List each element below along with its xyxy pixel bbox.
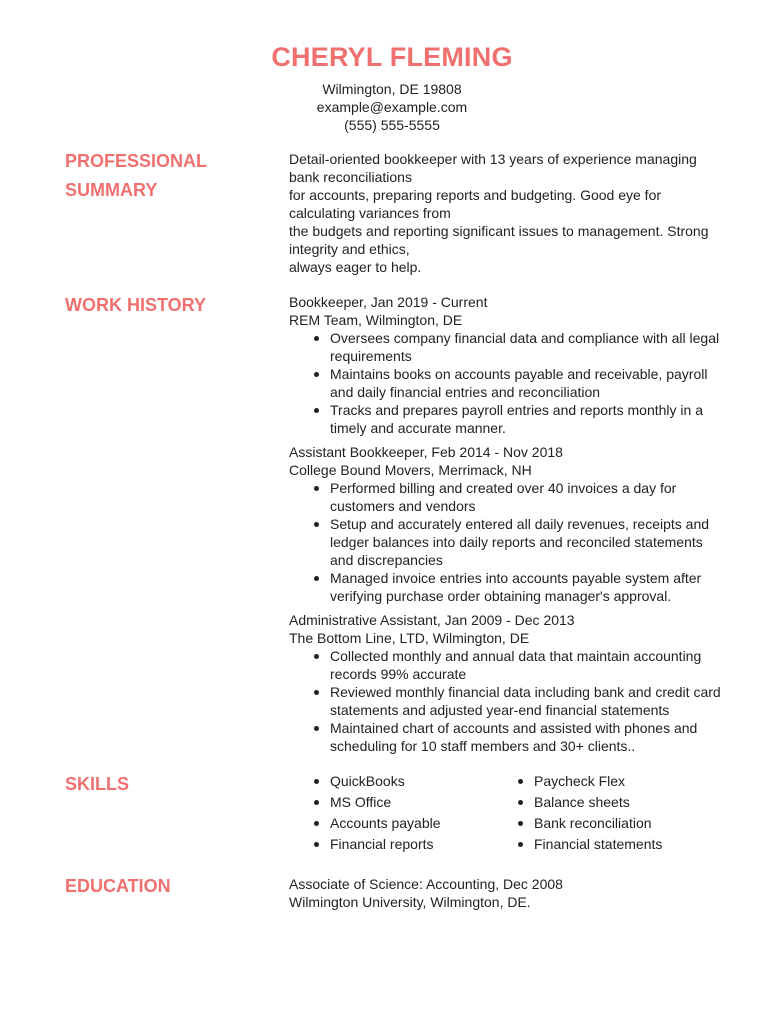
- summary-line: calculating variances from: [289, 205, 451, 221]
- duty-line: Performed billing and created over 40 invoices a day for: [330, 480, 677, 496]
- summary-line: integrity and ethics,: [289, 241, 410, 257]
- job-company: College Bound Movers, Merrimack, NH: [289, 462, 532, 478]
- duty-line: and daily financial entries and reconciliation: [330, 384, 601, 400]
- skill-item: Paycheck Flex: [534, 771, 714, 792]
- skill-item: Financial statements: [534, 834, 714, 855]
- job-duties: [289, 647, 729, 755]
- contact-block: [0, 80, 784, 134]
- candidate-name: CHERYL FLEMING: [271, 42, 513, 72]
- summary-line: bank reconciliations: [289, 169, 412, 185]
- summary-line: the budgets and reporting significant issues to management. Strong: [289, 223, 709, 239]
- job-duty: [330, 365, 729, 401]
- duty-line: Collected monthly and annual data that maintain accounting: [330, 648, 702, 664]
- summary-line: always eager to help.: [289, 259, 422, 275]
- duty-line: customers and vendors: [330, 498, 476, 514]
- duty-line: verifying purchase order obtaining manager's approval.: [330, 588, 672, 604]
- summary-line: for accounts, preparing reports and budgeting. Good eye for: [289, 187, 662, 203]
- skills-column-left: [289, 771, 510, 855]
- skill-item: Bank reconciliation: [534, 813, 714, 834]
- education-entry: [289, 875, 729, 911]
- summary-heading-line1: PROFESSIONAL: [65, 151, 208, 171]
- duty-line: Oversees company financial data and compliance with all legal: [330, 330, 720, 346]
- duty-line: requirements: [330, 348, 412, 364]
- job-company: REM Team, Wilmington, DE: [289, 312, 463, 328]
- skills-list: [289, 771, 729, 855]
- degree: Associate of Science: Accounting, Dec 2008: [289, 876, 563, 892]
- job-duty: [330, 479, 729, 515]
- duty-line: scheduling for 10 staff members and 30+ clients..: [330, 738, 636, 754]
- job-duty: [330, 515, 729, 569]
- job-entry: [289, 293, 729, 437]
- duty-line: Reviewed monthly financial data including bank and credit card: [330, 684, 721, 700]
- duty-line: Tracks and prepares payroll entries and reports monthly in a: [330, 402, 703, 418]
- job-duty: [330, 401, 729, 437]
- skill-item: QuickBooks: [330, 771, 510, 792]
- location: Wilmington, DE 19808: [322, 81, 462, 97]
- job-duties: [289, 479, 729, 605]
- job-duties: [289, 329, 729, 437]
- duty-line: Maintains books on accounts payable and receivable, payroll: [330, 366, 708, 382]
- summary-text: [289, 150, 729, 276]
- skill-item: Balance sheets: [534, 792, 714, 813]
- summary-heading-line2: SUMMARY: [65, 180, 158, 200]
- job-duty: [330, 683, 729, 719]
- job-entry: [289, 443, 729, 605]
- job-duty: [330, 647, 729, 683]
- job-title: Bookkeeper, Jan 2019 - Current: [289, 294, 488, 310]
- job-entry: [289, 611, 729, 755]
- duty-line: Managed invoice entries into accounts payable system after: [330, 570, 702, 586]
- work-history: [289, 293, 729, 761]
- summary-line: Detail-oriented bookkeeper with 13 years of experience managing: [289, 151, 697, 167]
- duty-line: and discrepancies: [330, 552, 443, 568]
- skills-column-right: [510, 771, 714, 855]
- duty-line: statements and adjusted year-end financial statements: [330, 702, 670, 718]
- job-duty: [330, 569, 729, 605]
- work-history-heading: WORK HISTORY: [65, 295, 207, 315]
- school: Wilmington University, Wilmington, DE.: [289, 894, 531, 910]
- skill-item: Accounts payable: [330, 813, 510, 834]
- skill-item: MS Office: [330, 792, 510, 813]
- education-heading: EDUCATION: [65, 876, 171, 896]
- job-title: Assistant Bookkeeper, Feb 2014 - Nov 2018: [289, 444, 563, 460]
- job-company: The Bottom Line, LTD, Wilmington, DE: [289, 630, 530, 646]
- email: example@example.com: [316, 99, 468, 115]
- duty-line: records 99% accurate: [330, 666, 467, 682]
- job-duty: [330, 329, 729, 365]
- phone: (555) 555-5555: [344, 117, 440, 133]
- summary-heading: [65, 147, 265, 205]
- duty-line: ledger balances into daily reports and reconciled statements: [330, 534, 703, 550]
- job-duty: [330, 719, 729, 755]
- skill-item: Financial reports: [330, 834, 510, 855]
- skills-heading: SKILLS: [65, 774, 130, 794]
- duty-line: Setup and accurately entered all daily revenues, receipts and: [330, 516, 710, 532]
- duty-line: Maintained chart of accounts and assisted with phones and: [330, 720, 698, 736]
- duty-line: timely and accurate manner.: [330, 420, 506, 436]
- job-title: Administrative Assistant, Jan 2009 - Dec 2013: [289, 612, 575, 628]
